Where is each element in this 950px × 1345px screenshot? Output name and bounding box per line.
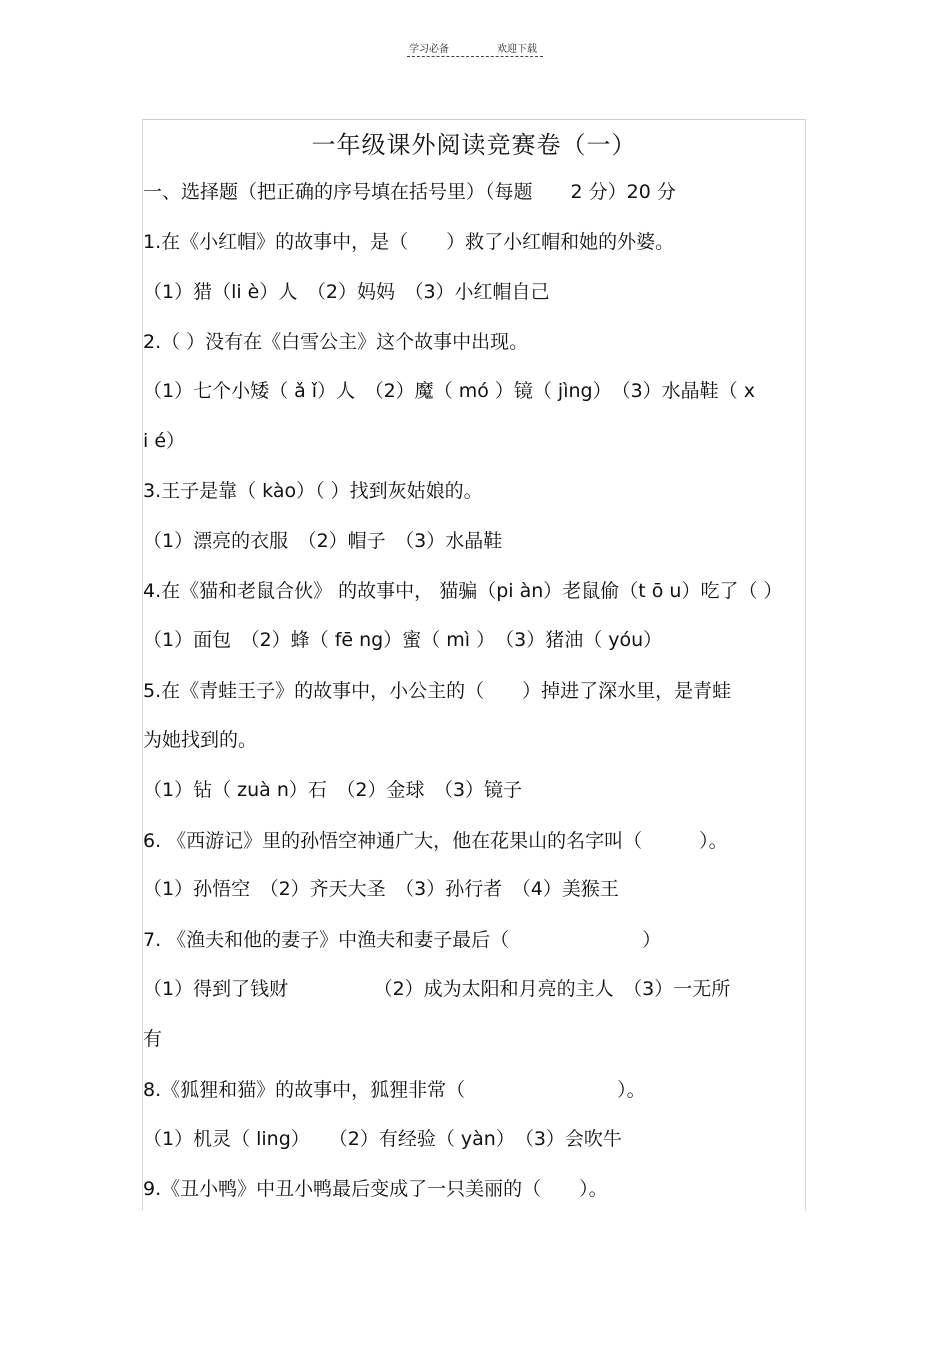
header-right-text: 欢迎下载 bbox=[497, 44, 537, 55]
question-3: 3.王子是靠（ kào）（ ）找到灰姑娘的。 bbox=[143, 480, 483, 502]
question-1-options: （1）猎（li è）人 （2）妈妈 （3）小红帽自己 bbox=[143, 281, 550, 303]
exam-title: 一年级课外阅读竞赛卷（一） bbox=[311, 131, 637, 159]
question-5-options: （1）钻（ zuà n）石 （2）金球 （3）镜子 bbox=[143, 779, 523, 801]
question-2-options: （1）七个小矮（ ǎ ǐ）人 （2）魔（ mó ）镜（ jìng） （3）水晶鞋（ x bbox=[143, 380, 755, 402]
question-8-options: （1）机灵（ ling） （2）有经验（ yàn） （3）会吹牛 bbox=[143, 1128, 622, 1150]
question-6-options: （1）孙悟空 （2）齐天大圣 （3）孙行者 （4）美猴王 bbox=[143, 878, 619, 900]
page-header bbox=[407, 38, 543, 57]
question-8: 8.《狐狸和猫》的故事中，狐狸非常（ ）。 bbox=[143, 1079, 646, 1101]
section-heading: 一、选择题（把正确的序号填在括号里）（每题 2 分）20 分 bbox=[143, 181, 676, 203]
question-7-options: （1）得到了钱财 （2）成为太阳和月亮的主人 （3）一无所 bbox=[143, 978, 731, 1000]
question-7: 7. 《渔夫和他的妻子》中渔夫和妻子最后（ ） bbox=[143, 929, 662, 951]
question-3-options: （1）漂亮的衣服 （2）帽子 （3）水晶鞋 bbox=[143, 530, 503, 552]
question-5: 5.在《青蛙王子》的故事中，小公主的（ ）掉进了深水里，是青蛙 bbox=[143, 680, 732, 702]
question-4-options: （1）面包 （2）蜂（ fē ng）蜜（ mì ） （3）猪油（ yóu） bbox=[143, 629, 663, 651]
question-1: 1.在《小红帽》的故事中，是（ ）救了小红帽和她的外婆。 bbox=[143, 231, 675, 253]
question-5-cont: 为她找到的。 bbox=[143, 729, 258, 751]
header-left-text: 学习必备 bbox=[409, 44, 449, 55]
question-4: 4.在《猫和老鼠合伙》 的故事中， 猫骗（pi àn）老鼠偷（t ō u）吃了（ ） bbox=[143, 580, 783, 602]
question-9: 9.《丑小鸭》中丑小鸭最后变成了一只美丽的（ ）。 bbox=[143, 1178, 608, 1200]
question-7-options-cont: 有 bbox=[143, 1028, 163, 1050]
question-2: 2.（ ）没有在《白雪公主》这个故事中出现。 bbox=[143, 331, 529, 353]
question-6: 6. 《西游记》里的孙悟空神通广大，他在花果山的名字叫（ ）。 bbox=[143, 830, 728, 852]
question-2-options-cont: i é） bbox=[143, 430, 186, 452]
